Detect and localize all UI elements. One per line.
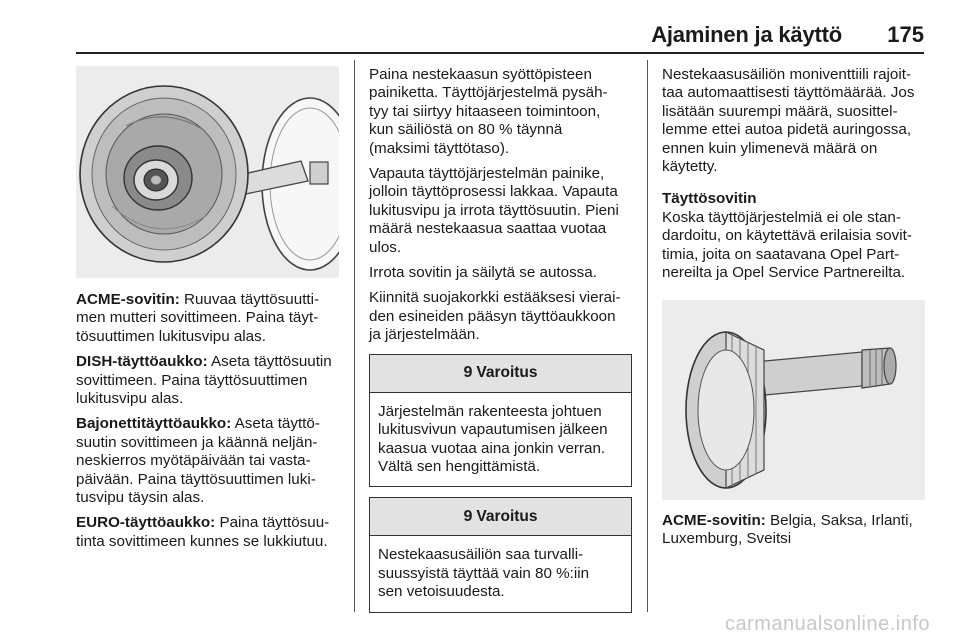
- adapter-caption: [662, 512, 932, 549]
- paragraph-1: Paina nestekaasun syöttöpisteen painiketta. Täyttöjärjestelmä pysäh- tyy tai siirtyy hitaaseen toimintoon, kun säiliöstä on 80 % täynnä (maksimi täyttötaso).: [369, 66, 608, 157]
- term-dish: DISH-täyttöaukko:: [76, 353, 208, 371]
- acme-instruction: [76, 291, 346, 346]
- acme-adapter-figure: [662, 300, 925, 500]
- paragraph-4: Kiinnitä suojakorkki estääksesi vierai- den esineiden pääsyn täyttöaukkoon ja järjestelmään.: [369, 289, 621, 344]
- column-divider-2: [647, 60, 648, 612]
- euro-instruction: [76, 514, 346, 551]
- caption-term: ACME-sovitin:: [662, 512, 766, 529]
- caption: [662, 512, 932, 556]
- multivalve-paragraph: Nestekaasusäiliön moniventtiili rajoit- taa automaattisesti täyttömäärää. Jos lisätään suurempi määrä, suosittel- lemme ettei autoa pidetä auringossa, ennen kuin ylimenevä määrä on käytetty.: [662, 66, 915, 176]
- text-dish: Aseta täyttösuutin sovittimeen. Paina täyttösuuttimen lukitusvipu alas.: [76, 353, 332, 408]
- middle-column: [369, 66, 635, 613]
- dish-instruction: [76, 353, 346, 408]
- adapter-subheading: Täyttösovitin: [662, 190, 757, 208]
- paragraph-3: Irrota sovitin ja säilytä se autossa.: [369, 264, 597, 282]
- bayonet-instruction: [76, 415, 346, 507]
- warning-triangle-icon: 9: [463, 363, 473, 381]
- adapter-paragraph: Koska täyttöjärjestelmiä ei ole stan- dardoitu, on käytettävä erilaisia sovit- timia, joita on saatavana Opel Part- nereilta ja Opel Service Partnereilta.: [662, 208, 912, 282]
- warning-text-1: Järjestelmän rakenteesta johtuen lukitusvivun vapautumisen jälkeen kaasua vuotaa aina jonkin verran. Vältä sen hengittämistä.: [378, 402, 608, 475]
- page-header: [0, 0, 960, 52]
- term-bayonet: Bajonettitäyttöaukko:: [76, 415, 232, 433]
- fuel-cap-figure: [76, 66, 339, 278]
- warning-title-1: Varoitus: [476, 363, 538, 381]
- text-bayonet: Aseta täyttö- suutin sovittimeen ja käännä neljän- neskierros myötäpäivään tai vasta- päivään. Paina täyttösuuttimen luki- tusvipu täysin alas.: [76, 415, 320, 507]
- paragraph-2: Vapauta täyttöjärjestelmän painike, jolloin täyttöprosessi lakkaa. Vapauta lukitusvipu ja irrota täyttösuutin. Pieni määrä nestekaasua saattaa vuotaa ulos.: [369, 165, 619, 256]
- caption-text: Belgia, Saksa, Irlanti, Luxemburg, Sveitsi: [662, 512, 913, 548]
- section-title: Ajaminen ja käyttö: [651, 22, 842, 47]
- acme-adapter-illustration-icon: [662, 300, 925, 500]
- warning-title-2: Varoitus: [476, 507, 538, 525]
- header-rule: [76, 52, 924, 54]
- right-column: [662, 66, 932, 289]
- warning-box-1: [369, 354, 632, 488]
- warning-header-2: [370, 498, 631, 536]
- warning-box-2: [369, 497, 632, 612]
- text-euro: Paina täyttösuu- tinta sovittimeen kunnes se lukkiutuu.: [76, 514, 330, 550]
- page-number: 175: [887, 22, 924, 47]
- column-divider-1: [354, 60, 355, 612]
- text-acme: Ruuvaa täyttösuutti- men mutteri sovittimeen. Paina täyt- tösuuttimen lukitusvipu alas.: [76, 291, 320, 345]
- warning-text-2: Nestekaasusäiliön saa turvalli- suussyistä täyttää vain 80 %:iin sen vetoisuudesta.: [378, 546, 590, 601]
- term-euro: EURO-täyttöaukko:: [76, 514, 216, 532]
- warning-header-1: [370, 355, 631, 393]
- warning-triangle-icon: 9: [463, 507, 473, 525]
- left-column: [76, 291, 346, 558]
- term-acme: ACME-sovitin:: [76, 291, 180, 308]
- watermark: carmanualsonline.info: [724, 613, 930, 635]
- fuel-cap-adapter-illustration-icon: [76, 66, 339, 278]
